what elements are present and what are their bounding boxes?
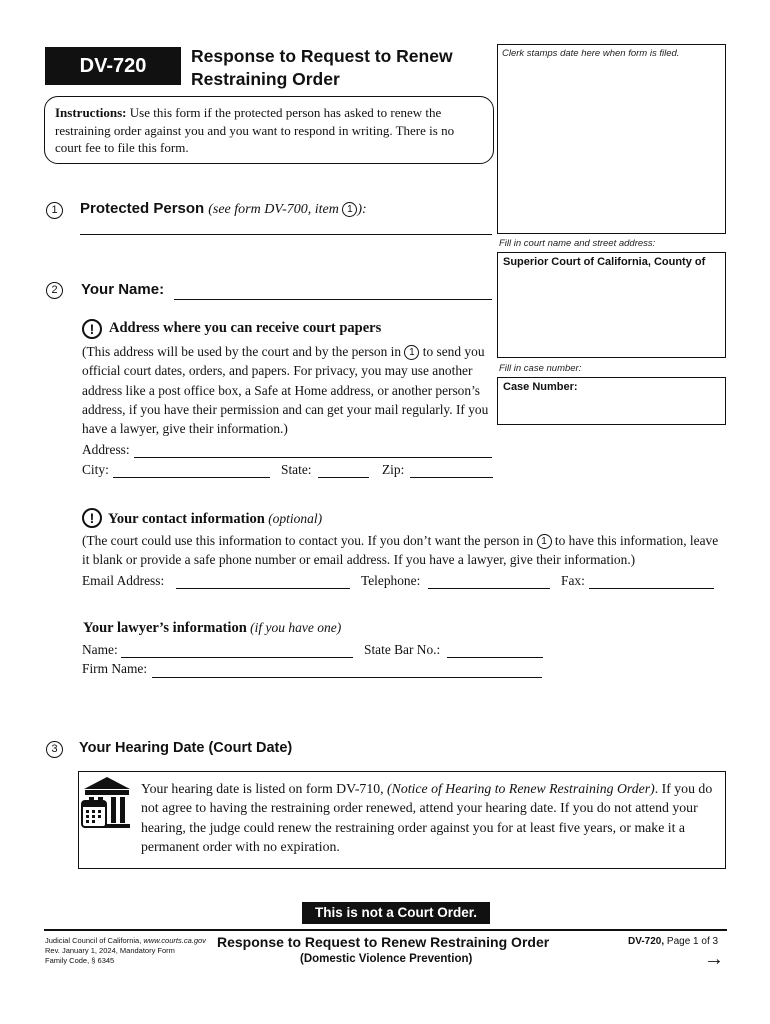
item-1-number: 1 bbox=[46, 202, 63, 219]
city-field[interactable] bbox=[113, 477, 270, 478]
address-instructions: (This address will be used by the court and by the person in 1 to send you official court dates, orders, and papers. For privacy, you may use another address like a post office box, a Safe at Home address, or another person’s address, if you have their permission and can get your mail regularly. If you have a lawyer, give their information.) bbox=[82, 344, 489, 437]
form-id-badge bbox=[45, 47, 181, 85]
firm-name-field[interactable] bbox=[152, 677, 542, 678]
address-field[interactable] bbox=[134, 457, 492, 458]
council-site-link[interactable]: www.courts.ca.gov bbox=[143, 936, 206, 945]
fax-field[interactable] bbox=[589, 588, 714, 589]
state-field[interactable] bbox=[318, 477, 369, 478]
not-court-order-banner: This is not a Court Order. bbox=[302, 902, 490, 924]
email-label: Email Address: bbox=[82, 573, 165, 588]
case-number-box[interactable] bbox=[497, 377, 726, 425]
item-3-number: 3 bbox=[46, 741, 63, 758]
telephone-label: Telephone: bbox=[361, 573, 421, 588]
email-field[interactable] bbox=[176, 588, 350, 589]
warning-icon: ! bbox=[82, 508, 102, 528]
firm-name-label: Firm Name: bbox=[82, 661, 148, 676]
item-2-title: Your Name: bbox=[81, 281, 165, 298]
form-title bbox=[191, 45, 453, 91]
telephone-field[interactable] bbox=[428, 588, 550, 589]
footer-title: Response to Request to Renew Restraining Order bbox=[217, 934, 550, 950]
item-ref-1-icon: 1 bbox=[342, 202, 357, 217]
clerk-stamp-box bbox=[497, 44, 726, 234]
zip-label: Zip: bbox=[382, 462, 405, 477]
lawyer-name-field[interactable] bbox=[121, 657, 353, 658]
protected-person-field[interactable] bbox=[80, 234, 492, 235]
court-name-label: Fill in court name and street address: bbox=[499, 238, 656, 249]
item-2-number: 2 bbox=[46, 282, 63, 299]
state-bar-label: State Bar No.: bbox=[364, 642, 441, 657]
item-ref-1-icon: 1 bbox=[537, 534, 552, 549]
form-title-line2: Restraining Order bbox=[191, 69, 340, 89]
warning-icon: ! bbox=[82, 319, 102, 339]
case-number-value: Case Number: bbox=[503, 381, 578, 393]
form-title-line1: Response to Request to Renew bbox=[191, 46, 453, 66]
page-indicator: DV-720, Page 1 of 3 bbox=[628, 936, 719, 947]
next-page-arrow-icon[interactable]: → bbox=[704, 948, 724, 970]
item-1-heading bbox=[80, 200, 367, 218]
hearing-info-text: Your hearing date is listed on form DV-710, (Notice of Hearing to Renew Restraining Order). If you do not agree to having the restraining order renewed, attend your hearing date. If you do not attend your hearing, the judge could renew the restraining order against you for at least five years, or make it a permanent order with no expiration. bbox=[141, 781, 713, 854]
footer-subtitle: (Domestic Violence Prevention) bbox=[300, 953, 473, 965]
address-heading: Address where you can receive court papers bbox=[109, 320, 382, 336]
instructions-text: Use this form if the protected person has asked to renew the restraining order against you and you want to respond in writing. There is no court fee to file this form. bbox=[55, 105, 455, 155]
footer-rule bbox=[44, 929, 727, 931]
lawyer-heading: Your lawyer’s information (if you have one) bbox=[83, 620, 342, 636]
address-label: Address: bbox=[82, 442, 130, 457]
council-info: Judicial Council of California, www.courts.ca.gov Rev. January 1, 2024, Mandatory Form Family Code, § 6345 bbox=[45, 936, 206, 965]
state-bar-field[interactable] bbox=[447, 657, 543, 658]
instructions-label: Instructions: bbox=[55, 105, 127, 120]
item-ref-1-icon: 1 bbox=[404, 345, 419, 360]
instructions-box bbox=[44, 96, 494, 164]
zip-field[interactable] bbox=[410, 477, 493, 478]
contact-heading: Your contact information (optional) bbox=[108, 511, 323, 527]
your-name-field[interactable] bbox=[174, 299, 492, 300]
lawyer-name-label: Name: bbox=[82, 642, 118, 657]
court-name-box[interactable] bbox=[497, 252, 726, 358]
fax-label: Fax: bbox=[561, 573, 585, 588]
form-id: DV-720 bbox=[79, 55, 147, 77]
city-label: City: bbox=[82, 462, 109, 477]
courthouse-calendar-icon bbox=[81, 775, 133, 835]
state-label: State: bbox=[281, 462, 312, 477]
item-1-note: (see form DV-700, item 1 ): bbox=[208, 202, 367, 217]
contact-instructions: (The court could use this information to contact you. If you don’t want the person in 1 to have this information, leave it blank or provide a safe phone number or email address. If you have a lawyer, give their information.) bbox=[82, 533, 719, 568]
item-1-title: Protected Person bbox=[80, 200, 205, 217]
hearing-info-box bbox=[78, 771, 726, 869]
case-number-label: Fill in case number: bbox=[499, 363, 582, 374]
item-3-title: Your Hearing Date (Court Date) bbox=[79, 740, 293, 756]
court-name-value: Superior Court of California, County of bbox=[503, 256, 706, 268]
clerk-stamp-label: Clerk stamps date here when form is filed. bbox=[502, 48, 680, 59]
